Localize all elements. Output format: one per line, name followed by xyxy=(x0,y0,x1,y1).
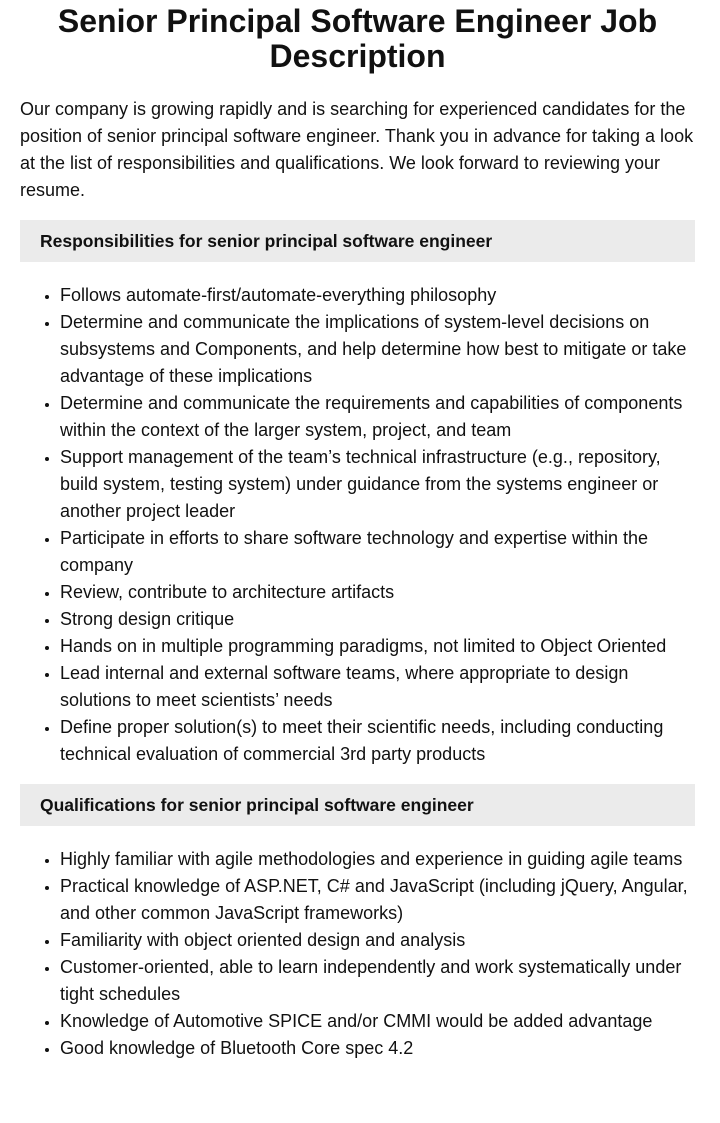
list-item: • Practical knowledge of ASP.NET, C# and JavaScript (including jQuery, Angular, and other common JavaScript frameworks) xyxy=(60,873,695,927)
page-title: Senior Principal Software Engineer Job Description xyxy=(57,3,658,74)
qualifications-list xyxy=(20,846,695,1062)
qualifications-heading: Qualifications for senior principal software engineer xyxy=(20,784,695,826)
list-item: • Determine and communicate the requirements and capabilities of components within the context of the larger system, project, and team xyxy=(60,390,695,444)
list-item: • Determine and communicate the implications of system-level decisions on subsystems and Components, and help determine how best to mitigate or take advantage of these implications xyxy=(60,309,695,390)
list-item: • Customer-oriented, able to learn independently and work systematically under tight schedules xyxy=(60,954,695,1008)
list-item: • Review, contribute to architecture artifacts xyxy=(60,579,695,606)
list-item: • Follows automate-first/automate-everything philosophy xyxy=(60,282,695,309)
list-item: • Participate in efforts to share software technology and expertise within the company xyxy=(60,525,695,579)
list-item: • Lead internal and external software teams, where appropriate to design solutions to meet scientists’ needs xyxy=(60,660,695,714)
list-item: • Strong design critique xyxy=(60,606,695,633)
intro-paragraph: Our company is growing rapidly and is searching for experienced candidates for the position of senior principal software engineer. Thank you in advance for taking a look at the list of responsibilities and qualifications. We look forward to reviewing your resume. xyxy=(20,99,694,200)
list-item: • Knowledge of Automotive SPICE and/or CMMI would be added advantage xyxy=(60,1008,695,1035)
responsibilities-list xyxy=(20,282,695,768)
list-item: • Good knowledge of Bluetooth Core spec 4.2 xyxy=(60,1035,695,1062)
job-description xyxy=(0,4,720,1062)
list-item: • Support management of the team’s technical infrastructure (e.g., repository, build system, testing system) under guidance from the systems engineer or another project leader xyxy=(60,444,695,525)
list-item: • Familiarity with object oriented design and analysis xyxy=(60,927,695,954)
list-item: • Highly familiar with agile methodologies and experience in guiding agile teams xyxy=(60,846,695,873)
responsibilities-heading: Responsibilities for senior principal software engineer xyxy=(20,220,695,262)
list-item: • Define proper solution(s) to meet their scientific needs, including conducting technical evaluation of commercial 3rd party products xyxy=(60,714,695,768)
list-item: • Hands on in multiple programming paradigms, not limited to Object Oriented xyxy=(60,633,695,660)
